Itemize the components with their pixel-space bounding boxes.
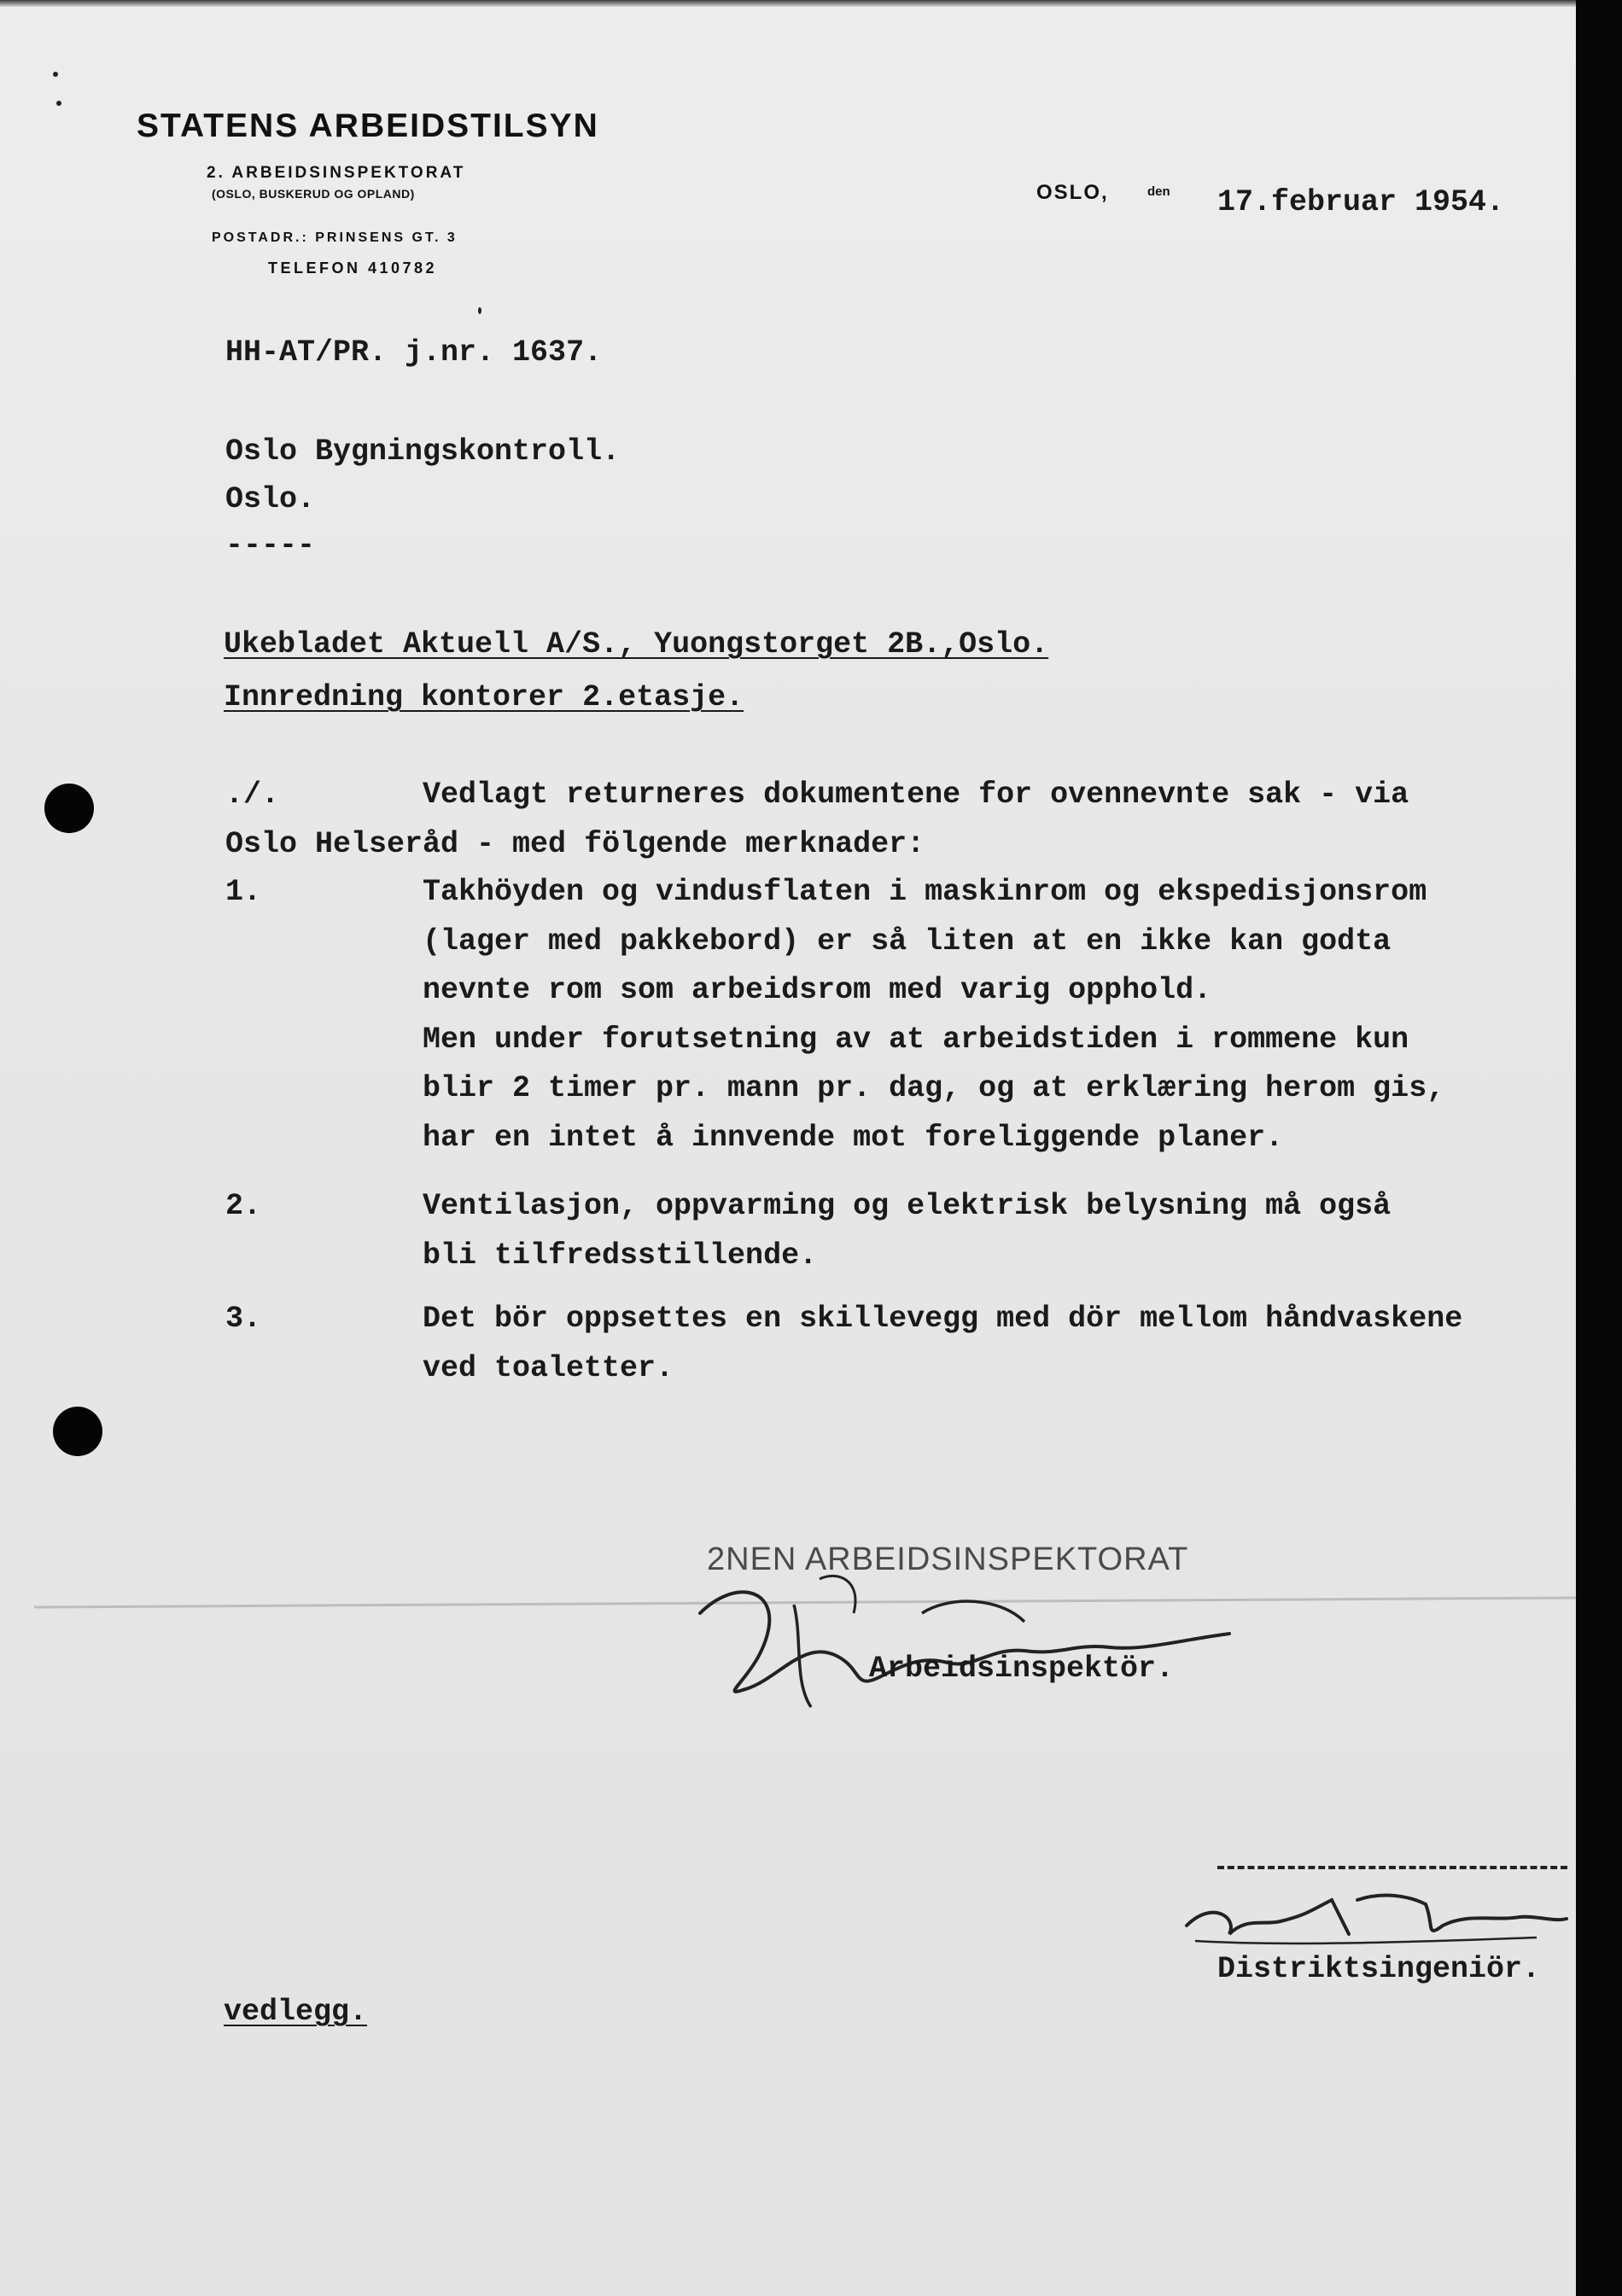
subject-line-2: Innredning kontorer 2.etasje.: [224, 680, 744, 714]
item-number: 3.: [225, 1302, 262, 1336]
handwritten-signature-2: [1178, 1874, 1571, 1951]
recipient-city: Oslo.: [225, 482, 316, 516]
subject-line-1: Ukebladet Aktuell A/S., Yuongstorget 2B.,Oslo.: [224, 627, 1049, 661]
punch-hole: [44, 784, 94, 833]
item-text: [423, 1295, 1462, 1393]
item-line: Men under forutsetning av at arbeidstiden i rommene kun: [423, 1022, 1409, 1057]
item-text: [423, 1182, 1391, 1280]
item-line: blir 2 timer pr. mann pr. dag, og at erklæring herom gis,: [423, 1071, 1445, 1106]
letterhead-phone: TELEFON 410782: [268, 259, 438, 277]
separator: -----: [225, 528, 316, 562]
item-text: [423, 868, 1444, 1163]
item-line: (lager med pakkebord) er så liten at en ikke kan godta: [423, 924, 1392, 959]
item-number: 2.: [225, 1189, 262, 1223]
item-line: ved toaletter.: [423, 1350, 674, 1385]
item-line: har en intet å innvende mot foreliggende planer.: [423, 1120, 1284, 1155]
intro-line-1: Vedlagt returneres dokumentene for ovennevnte sak - via: [423, 778, 1409, 812]
letterhead-office: 2. ARBEIDSINSPEKTORAT: [207, 164, 466, 182]
item-line: Det bör oppsettes en skillevegg med dör mellom håndvaskene: [423, 1302, 1463, 1336]
letterhead-region: (OSLO, BUSKERUD OG OPLAND): [212, 187, 415, 201]
page-top-edge: [0, 0, 1576, 7]
scan-border: [1576, 0, 1622, 2296]
item-line: Takhöyden og vindusflaten i maskinrom og ekspedisjonsrom: [423, 875, 1427, 909]
enclosure-mark: ./.: [225, 778, 280, 812]
item-line: Ventilasjon, oppvarming og elektrisk belysning må også: [423, 1189, 1392, 1223]
letter-date: 17.februar 1954.: [1217, 185, 1505, 219]
handwritten-signature-1: [666, 1562, 1263, 1716]
enclosure-note: vedlegg.: [224, 1995, 368, 2029]
letterhead-org: STATENS ARBEIDSTILSYN: [137, 108, 599, 144]
punch-hole: [53, 1407, 102, 1456]
item-line: nevnte rom som arbeidsrom med varig opphold.: [423, 973, 1212, 1008]
speck: [53, 72, 58, 77]
recipient-name: Oslo Bygningskontroll.: [225, 434, 621, 469]
item-line: bli tilfredsstillende.: [423, 1238, 818, 1273]
signatory-1-title: Arbeidsinspektör.: [869, 1652, 1175, 1686]
signatory-2-title: Distriktsingeniör.: [1217, 1952, 1541, 1986]
speck: [478, 307, 481, 314]
speck: [56, 101, 61, 106]
intro-line-2: Oslo Helseråd - med fölgende merknader:: [225, 827, 925, 861]
reference-number: HH-AT/PR. j.nr. 1637.: [225, 335, 603, 370]
item-number: 1.: [225, 875, 262, 909]
office-stamp: 2NEN ARBEIDSINSPEKTORAT: [707, 1541, 1189, 1577]
signature-line: [1217, 1866, 1567, 1869]
letterhead-den: den: [1147, 184, 1170, 199]
letterhead-address: POSTADR.: PRINSENS GT. 3: [212, 230, 458, 245]
letterhead-city: OSLO,: [1036, 181, 1109, 204]
